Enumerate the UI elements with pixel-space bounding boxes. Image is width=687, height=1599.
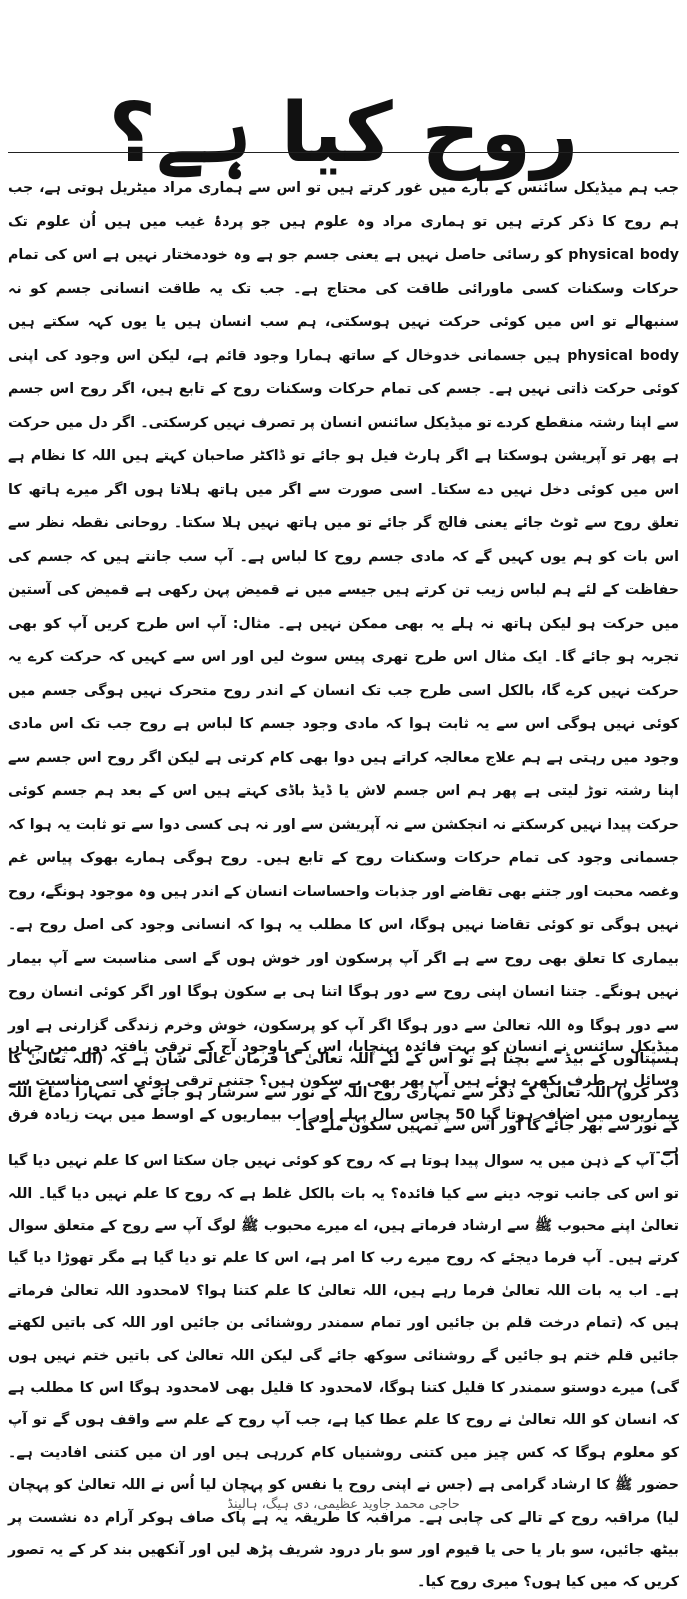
article-title: روح کیا ہے؟ (108, 85, 579, 181)
article-paragraph-3: اب آپ کے ذہن میں یہ سوال پیدا ہوتا ہے کہ روح کو کوئی نہیں جان سکتا اس کا علم نہیں دیا گیا تو اس کی جانب توجہ دینے سے کیا فائدہ؟ یہ بات بالکل غلط ہے کہ روح کا علم نہیں دیا گیا۔ اللہ تعالیٰ اپنے محبوب ﷺ سے ارشاد فرماتے ہیں، اے میرے محبوب ﷺ لوگ آپ سے روح کے متعلق سوال کرتے ہیں۔ آپ فرما دیجئے کہ روح میرے رب کا امر ہے، اس کا علم تو دیا گیا ہے مگر تھوڑا دیا گیا ہے۔ اب یہ بات اللہ تعالیٰ فرما رہے ہیں، اللہ تعالیٰ کا علم کتنا ہوا؟ لامحدود اللہ تعالیٰ فرماتے ہیں کہ (تمام درخت قلم بن جائیں اور تمام سمندر روشنائی بن جائیں اور اللہ کی باتیں لکھتے جائیں قلم ختم ہو جائیں گے روشنائی سوکھ جائے گی لیکن اللہ تعالیٰ کی باتیں ختم نہیں ہوں گی) میرے دوستو سمندر کا قلیل کتنا ہوگا، لامحدود کا قلیل بھی لامحدود ہوگا اس کا مطلب ہے کہ انسان کو اللہ تعالیٰ نے روح کا علم عطا کیا ہے، جب آپ روح کے علم سے واقف ہوں گے تو آپ کو معلوم ہوگا کہ کس چیز میں کتنی روشنیاں کام کررہی ہیں اور ان میں کتنی افادیت ہے۔ حضور ﷺ کا ارشاد گرامی ہے (جس نے اپنی روح یا نفس کو پہچان لیا اُس نے اللہ تعالیٰ کو پہچان لیا) مراقبہ روح کے تالے کی چابی ہے۔ مراقبہ کا طریقہ یہ ہے پاک صاف ہوکر آرام دہ نشست پر بیٹھ جائیں، سو بار یا حی یا قیوم اور سو بار درود شریف پڑھ لیں اور آنکھیں بند کر کے یہ تصور کریں کہ میں کیا ہوں؟ میری روح کیا۔ (8, 1153, 679, 1591)
author-byline: حاجی محمد جاوید عظیمی، دی ہیگ، ہالینڈ (227, 1497, 460, 1512)
article-paragraph-2: میڈیکل سائنس نے انسان کو بہت فائدہ پہنچایا، اس کے باوجود آج کے ترقی یافتہ دور میں جہاں وسائل ہر طرف بکھرے ہوئے ہیں آپ پھر بھی بے سکون ہیں؟ جتنی ترقی ہوئی اسی مناسبت سے بیماریوں میں اضافہ ہوتا گیا 50 پچاس سال پہلے اور اب بیماریوں کے اوسط میں بہت زیادہ فرق ہے۔ (8, 1039, 679, 1157)
title-divider (8, 152, 679, 153)
article-paragraph-1: جب ہم میڈیکل سائنس کے بارے میں غور کرتے ہیں تو اس سے ہماری مراد میٹریل ہوتی ہے، جب ہم روح کا ذکر کرتے ہیں تو ہماری مراد وہ علوم ہیں جو پردۂ غیب میں ہیں اُن علوم تک physical body کو رسائی حاصل نہیں ہے یعنی جسم جو ہے وہ خودمختار نہیں ہے اس کی تمام حرکات وسکنات کسی ماورائی طاقت کی محتاج ہے۔ جب تک یہ طاقت انسانی جسم کو نہ سنبھالے تو اس میں کوئی حرکت نہیں ہوسکتی، ہم سب انسان ہیں یا یوں کہہ سکتے ہیں physical body ہیں جسمانی خدوخال کے ساتھ ہمارا وجود قائم ہے، لیکن اس وجود کی اپنی کوئی حرکت ذاتی نہیں ہے۔ جسم کی تمام حرکات وسکنات روح کے تابع ہیں، اگر روح اس جسم سے اپنا رشتہ منقطع کردے تو میڈیکل سائنس انسان پر تصرف نہیں کرسکتی۔ اگر دل میں حرکت ہے پھر تو آپریشن ہوسکتا ہے اگر ہارٹ فیل ہو جائے تو ڈاکٹر صاحبان کہتے ہیں اللہ کا نظام ہے اس میں کوئی دخل نہیں دے سکتا۔ اسی صورت سے اگر میں ہاتھ ہلاتا ہوں اگر میرے ہاتھ کا تعلق روح سے ٹوٹ جائے یعنی فالج گر جائے تو میں ہاتھ نہیں ہلا سکتا۔ روحانی نقطہ نظر سے اس بات کو ہم یوں کہیں گے کہ مادی جسم روح کا لباس ہے۔ آپ سب جانتے ہیں کہ جسم کی حفاظت کے لئے ہم لباس زیب تن کرتے ہیں جیسے میں نے قمیض پہن رکھی ہے قمیض کی آستین میں حرکت ہو لیکن ہاتھ نہ ہلے یہ بھی ممکن نہیں ہے۔ مثال: آپ اس طرح کریں آپ کو بھی تجربہ ہو جائے گا۔ ایک مثال اس طرح تھری پیس سوٹ لیں اور اس سے کہیں کہ حرکت کرے یہ حرکت نہیں کرے گا، بالکل اسی طرح جب تک انسان کے اندر روح متحرک نہیں ہوگی جسم میں کوئی نہیں ہوگی اس سے یہ ثابت ہوا کہ مادی وجود جسم کا لباس ہے روح جب تک اس مادی وجود میں رہتی ہے ہم علاج معالجہ کراتے ہیں دوا بھی کام کرتی ہے لیکن اگر روح اس جسم سے اپنا رشتہ توڑ لیتی ہے پھر ہم اس جسم لاش یا ڈیڈ باڈی کہتے ہیں اس کے بعد ہم جسم کوئی حرکت پیدا نہیں کرسکتے نہ انجکشن سے نہ آپریشن سے اور نہ ہی کسی دوا سے تو ثابت یہ ہوا کہ جسمانی وجود کی تمام حرکات وسکنات روح کے تابع ہیں۔ روح ہوگی ہمارے بھوک پیاس غم وغصہ محبت اور جتنے بھی تقاضے اور جذبات واحساسات انسان کے اندر ہیں وہ موجود ہونگے، روح نہیں ہوگی تو کوئی تقاضا نہیں ہوگا، اس کا مطلب یہ ہوا کہ انسانی وجود کی اصل روح ہے۔ بیماری کا تعلق بھی روح سے ہے اگر آپ پرسکون اور خوش ہوں گے اسی مناسبت سے آپ بیمار نہیں ہونگے۔ جتنا انسان اپنی روح سے دور ہوگا اتنا ہی بے سکون ہوگا اور اگر کوئی انسان روح سے دور ہوگا وہ اللہ تعالیٰ سے دور ہوگا اگر آپ کو پرسکون، خوش وخرم زندگی گزارنی ہے اور ہسپتالوں کے بیڈ سے بچنا ہے تو اس کے لئے اللہ تعالیٰ کا فرمان عالی شان ہے کہ (اللہ تعالیٰ کا ذکر کرو) اللہ تعالیٰ کے ذکر سے تمہاری روح اللہ کے نور سے سرشار ہو جائے گی تمہارا دماغ اللہ کے نور سے بھر جائے گا اور اس سے تمہیں سکون ملے گا۔ (8, 180, 680, 1135)
